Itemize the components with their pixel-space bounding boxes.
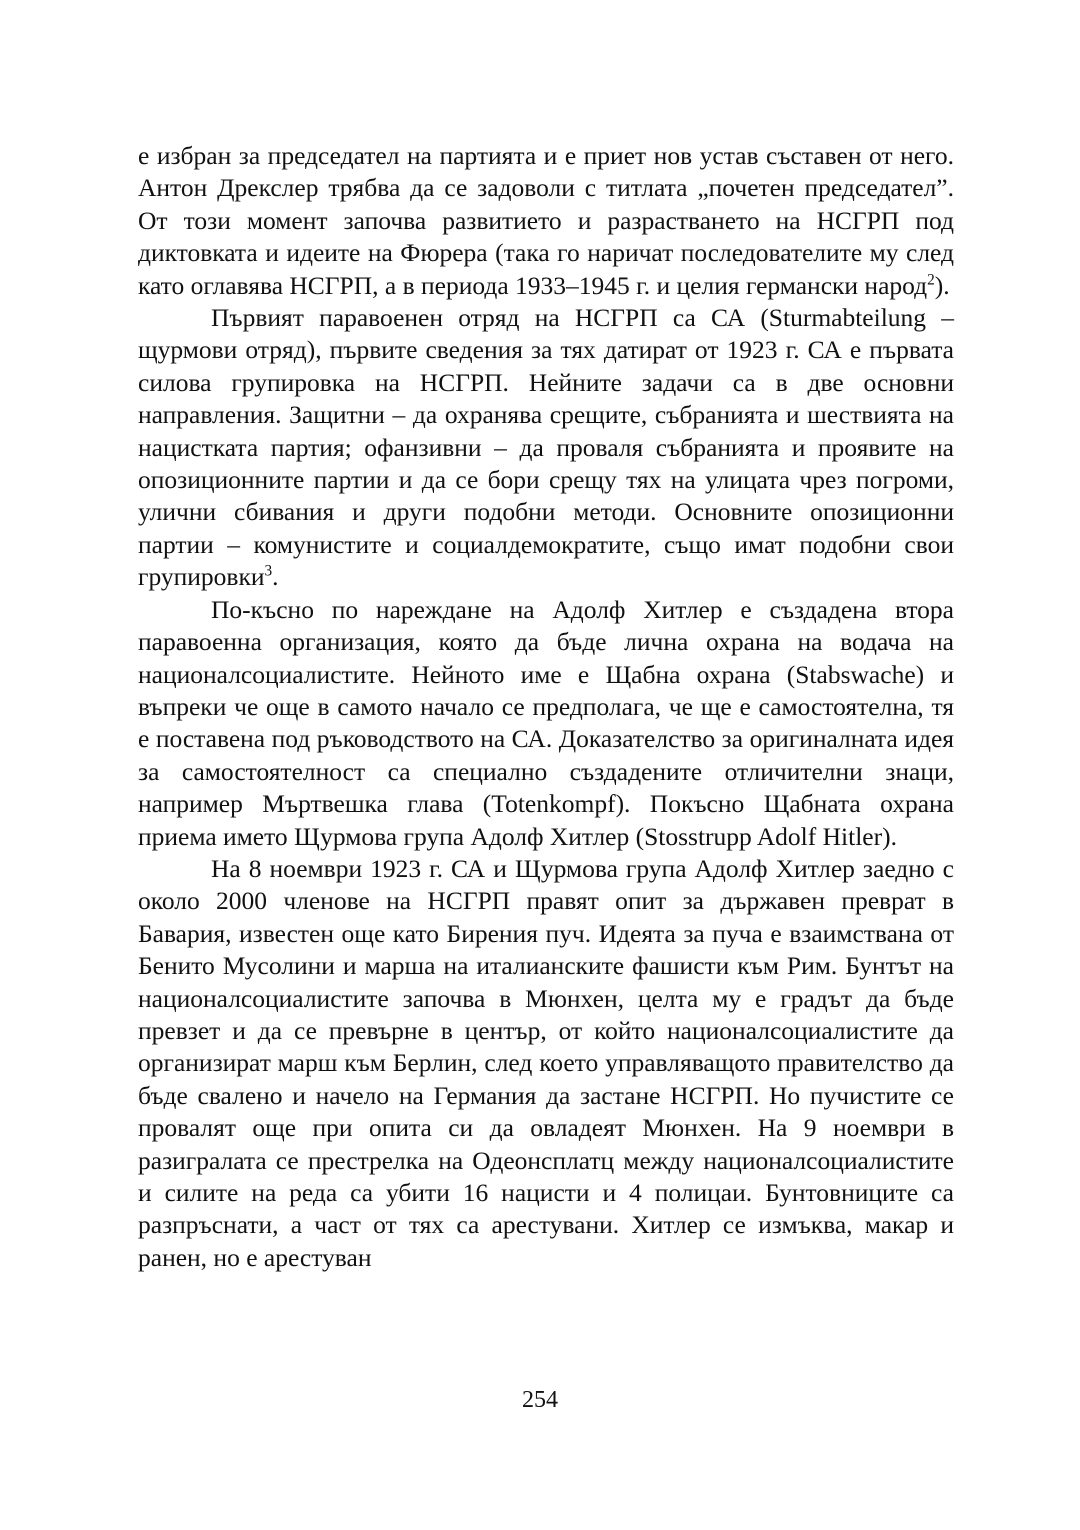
paragraph-tail: .: [272, 562, 279, 592]
footnote-marker: 2: [927, 271, 935, 289]
paragraph: [138, 302, 954, 594]
paragraph: [138, 853, 954, 1274]
paragraph-tail: ).: [934, 270, 950, 300]
paragraph-text: На 8 ноември 1923 г. СА и Щурмова група Адолф Хитлер заедно с около 2000 членове на НСГРП правят опит за държавен преврат в Бавария, известен още като Бирения пуч. Идеята за пуча е взаимствана от Бенито Мусолини и марша на италианските фашисти към Рим. Бунтът на националсоциалистите започва в Мюнхен, целта му е градът да бъде превзет и да се превърне в център, от който националсоциалистите да организират марш към Берлин, след което управляващото правителство да бъде свалено и начело на Германия да застане НСГРП. Но пучистите се провалят още при опита си да овладеят Мюнхен. На 9 ноември в разигралата се престрелка на Одеонсплатц между националсоциалистите и силите на реда са убити 16 нацисти и 4 полицаи. Бунтовниците са разпръснати, а част от тях са арестувани. Хитлер се измъква, макар и ранен, но е арестуван: [138, 853, 954, 1272]
paragraph: [138, 140, 954, 302]
paragraph-text: е избран за председател на партията и е приет нов устав съставен от него. Антон Дрекслер трябва да се задоволи с титлата „почетен председател”. От този момент започва развитието и разрастването на НСГРП под диктовката и идеите на Фюрера (така го наричат последователите му след като оглавява НСГРП, а в периода 1933–1945 г. и целия германски народ: [138, 141, 954, 300]
page-number: 254: [522, 1387, 558, 1413]
paragraph-text: Първият паравоенен отряд на НСГРП са СА (Sturmabteilung – щурмови отряд), първите сведения за тях датират от 1923 г. СА е първата силова групировка на НСГРП. Нейните задачи са в две основни направления. Защитни – да охранява срещите, събранията и шествията на нацистката партия; офанзивни – да проваля събранията и проявите на опозиционните партии и да се бори срещу тях на улицата чрез погроми, улични сбивания и други подобни методи. Основните опозиционни партии – комунистите и социалдемократите, също имат подобни свои групировки: [138, 303, 954, 592]
paragraph: [138, 594, 954, 853]
footnote-marker: 3: [264, 562, 273, 580]
paragraph-text: По-късно по нареждане на Адолф Хитлер е създадена втора паравоенна организация, която да бъде лична охрана на водача на националсоциалистите. Нейното име е Щабна охрана (Stabswache) и въпреки че още в самото начало се предполага, че ще е самостоятелна, тя е поставена под ръководството на СА. Доказателство за оригиналната идея за самостоятелност са специално създадените отличителни знаци, например Мъртвешка глава (Totenkompf). Покъсно Щабната охрана приема името Щурмова група Адолф Хитлер (Stosstrupp Adolf Hitler).: [138, 594, 954, 851]
body-text: [138, 140, 954, 1274]
